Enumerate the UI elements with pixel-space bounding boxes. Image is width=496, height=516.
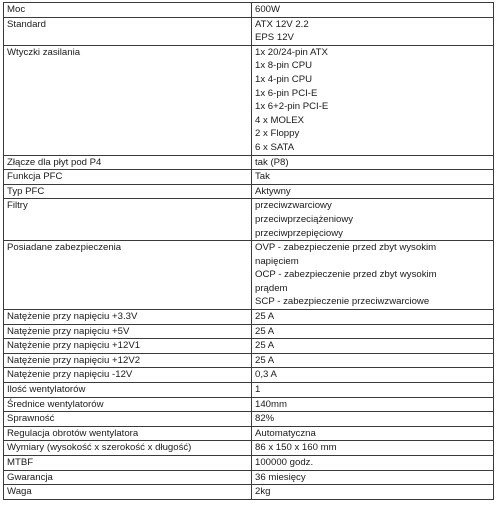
spec-value-line: 1x 6-pin PCI-E xyxy=(255,87,318,99)
spec-label-cell xyxy=(4,397,252,412)
spec-label-cell xyxy=(4,339,252,354)
spec-value-line: 140mm xyxy=(255,398,287,410)
spec-value-cell xyxy=(252,241,494,310)
spec-label-cell xyxy=(4,17,252,45)
table-row xyxy=(4,485,494,500)
spec-label: Natężenie przy napięciu +3.3V xyxy=(7,311,138,323)
spec-label: Filtry xyxy=(7,200,28,212)
spec-value-line: 6 x SATA xyxy=(255,141,295,153)
spec-label: Posiadane zabezpieczenia xyxy=(7,242,122,254)
spec-value-cell xyxy=(252,17,494,45)
table-row xyxy=(4,3,494,18)
spec-label: Typ PFC xyxy=(7,185,45,197)
table-row xyxy=(4,426,494,441)
spec-value-line: 4 x MOLEX xyxy=(255,114,305,126)
spec-table xyxy=(3,2,494,500)
table-row xyxy=(4,456,494,471)
spec-value-line: 25 A xyxy=(255,354,275,366)
spec-value-line: 1x 6+2-pin PCI-E xyxy=(255,101,329,113)
table-row xyxy=(4,441,494,456)
spec-value-line: 1x 4-pin CPU xyxy=(255,73,313,85)
spec-label: Wtyczki zasilania xyxy=(7,46,81,58)
spec-value-line: 25 A xyxy=(255,340,275,352)
spec-value-line: 0,3 A xyxy=(255,369,277,381)
spec-value-line: tak (P8) xyxy=(255,156,289,168)
spec-value-cell xyxy=(252,441,494,456)
table-row xyxy=(4,368,494,383)
spec-value-cell xyxy=(252,353,494,368)
spec-label: Waga xyxy=(7,486,32,498)
spec-value-cell xyxy=(252,426,494,441)
spec-label: Wymiary (wysokość x szerokość x długość) xyxy=(7,442,192,454)
spec-value-line: OCP - zabezpieczenie przed zbyt wysokim xyxy=(255,269,437,281)
spec-value-line: ATX 12V 2.2 xyxy=(255,18,309,30)
table-row xyxy=(4,184,494,199)
spec-value-cell xyxy=(252,199,494,241)
spec-table-body xyxy=(4,3,494,500)
table-row xyxy=(4,353,494,368)
spec-value-line: napięciem xyxy=(255,255,299,267)
spec-value-cell xyxy=(252,310,494,325)
spec-label: Złącze dla płyt pod P4 xyxy=(7,156,102,168)
spec-label-cell xyxy=(4,310,252,325)
table-row xyxy=(4,17,494,45)
spec-value-line: przeciwprzepięciowy xyxy=(255,227,343,239)
spec-value-line: 36 miesięcy xyxy=(255,471,306,483)
spec-label: Regulacja obrotów wentylatora xyxy=(7,427,139,439)
spec-value-cell xyxy=(252,155,494,170)
spec-label: MTBF xyxy=(7,457,34,468)
spec-value-cell xyxy=(252,412,494,427)
spec-label: Natężenie przy napięciu +5V xyxy=(7,325,130,337)
spec-label-cell xyxy=(4,456,252,471)
spec-value-line: Automatyczna xyxy=(255,427,316,439)
spec-value-line: 25 A xyxy=(255,325,275,337)
spec-value-line: 1 xyxy=(255,384,261,396)
spec-value-line: OVP - zabezpieczenie przed zbyt wysokim xyxy=(255,242,437,254)
spec-value-cell xyxy=(252,485,494,500)
table-row xyxy=(4,324,494,339)
table-row xyxy=(4,383,494,398)
table-row xyxy=(4,45,494,155)
spec-label-cell xyxy=(4,441,252,456)
spec-label-cell xyxy=(4,368,252,383)
spec-value-line: 600W xyxy=(255,4,281,15)
table-row xyxy=(4,170,494,185)
spec-label-cell xyxy=(4,485,252,500)
spec-value-cell xyxy=(252,184,494,199)
spec-label-cell xyxy=(4,470,252,485)
spec-value-cell xyxy=(252,45,494,155)
spec-value-line: przeciwprzeciążeniowy xyxy=(255,213,354,225)
spec-label: Funkcja PFC xyxy=(7,171,63,183)
spec-label-cell xyxy=(4,324,252,339)
spec-label: Ilość wentylatorów xyxy=(7,384,86,396)
spec-value-line: prądem xyxy=(255,282,288,294)
spec-label-cell xyxy=(4,45,252,155)
spec-label: Średnice wentylatorów xyxy=(7,398,104,410)
spec-label-cell xyxy=(4,353,252,368)
spec-value-line: SCP - zabezpieczenie przeciwzwarciowe xyxy=(255,296,430,308)
spec-value-cell xyxy=(252,324,494,339)
table-row xyxy=(4,241,494,310)
spec-label: Natężenie przy napięciu +12V2 xyxy=(7,354,141,366)
spec-label-cell xyxy=(4,241,252,310)
spec-label-cell xyxy=(4,184,252,199)
spec-value-line: 2kg xyxy=(255,486,271,498)
spec-label-cell xyxy=(4,199,252,241)
spec-value-line: Aktywny xyxy=(255,185,291,197)
spec-label-cell xyxy=(4,3,252,18)
table-row xyxy=(4,155,494,170)
spec-value-cell xyxy=(252,170,494,185)
spec-value-line: 25 A xyxy=(255,311,275,323)
spec-label: Gwarancja xyxy=(7,471,53,483)
spec-label: Natężenie przy napięciu +12V1 xyxy=(7,340,141,352)
spec-value-line: 82% xyxy=(255,413,275,425)
spec-value-cell xyxy=(252,383,494,398)
table-row xyxy=(4,199,494,241)
spec-value-line: 1x 8-pin CPU xyxy=(255,60,313,72)
spec-label: Sprawność xyxy=(7,413,55,425)
spec-value-line: Tak xyxy=(255,171,270,183)
spec-value-cell xyxy=(252,368,494,383)
spec-value-cell xyxy=(252,3,494,18)
spec-label: Moc xyxy=(7,4,26,15)
spec-value-line: przeciwzwarciowy xyxy=(255,200,332,212)
spec-value-line: 86 x 150 x 160 mm xyxy=(255,442,337,454)
spec-value-line: 2 x Floppy xyxy=(255,128,300,140)
spec-label-cell xyxy=(4,170,252,185)
spec-value-cell xyxy=(252,339,494,354)
spec-value-cell xyxy=(252,397,494,412)
spec-value-line: EPS 12V xyxy=(255,32,294,44)
spec-label-cell xyxy=(4,426,252,441)
spec-label-cell xyxy=(4,155,252,170)
table-row xyxy=(4,339,494,354)
spec-value-cell xyxy=(252,470,494,485)
spec-value-line: 100000 godz. xyxy=(255,457,314,468)
spec-label-cell xyxy=(4,412,252,427)
spec-label: Standard xyxy=(7,18,46,30)
table-row xyxy=(4,310,494,325)
table-row xyxy=(4,470,494,485)
spec-value-line: 1x 20/24-pin ATX xyxy=(255,46,328,58)
spec-value-cell xyxy=(252,456,494,471)
spec-label-cell xyxy=(4,383,252,398)
spec-label: Natężenie przy napięciu -12V xyxy=(7,369,133,381)
table-row xyxy=(4,397,494,412)
table-row xyxy=(4,412,494,427)
